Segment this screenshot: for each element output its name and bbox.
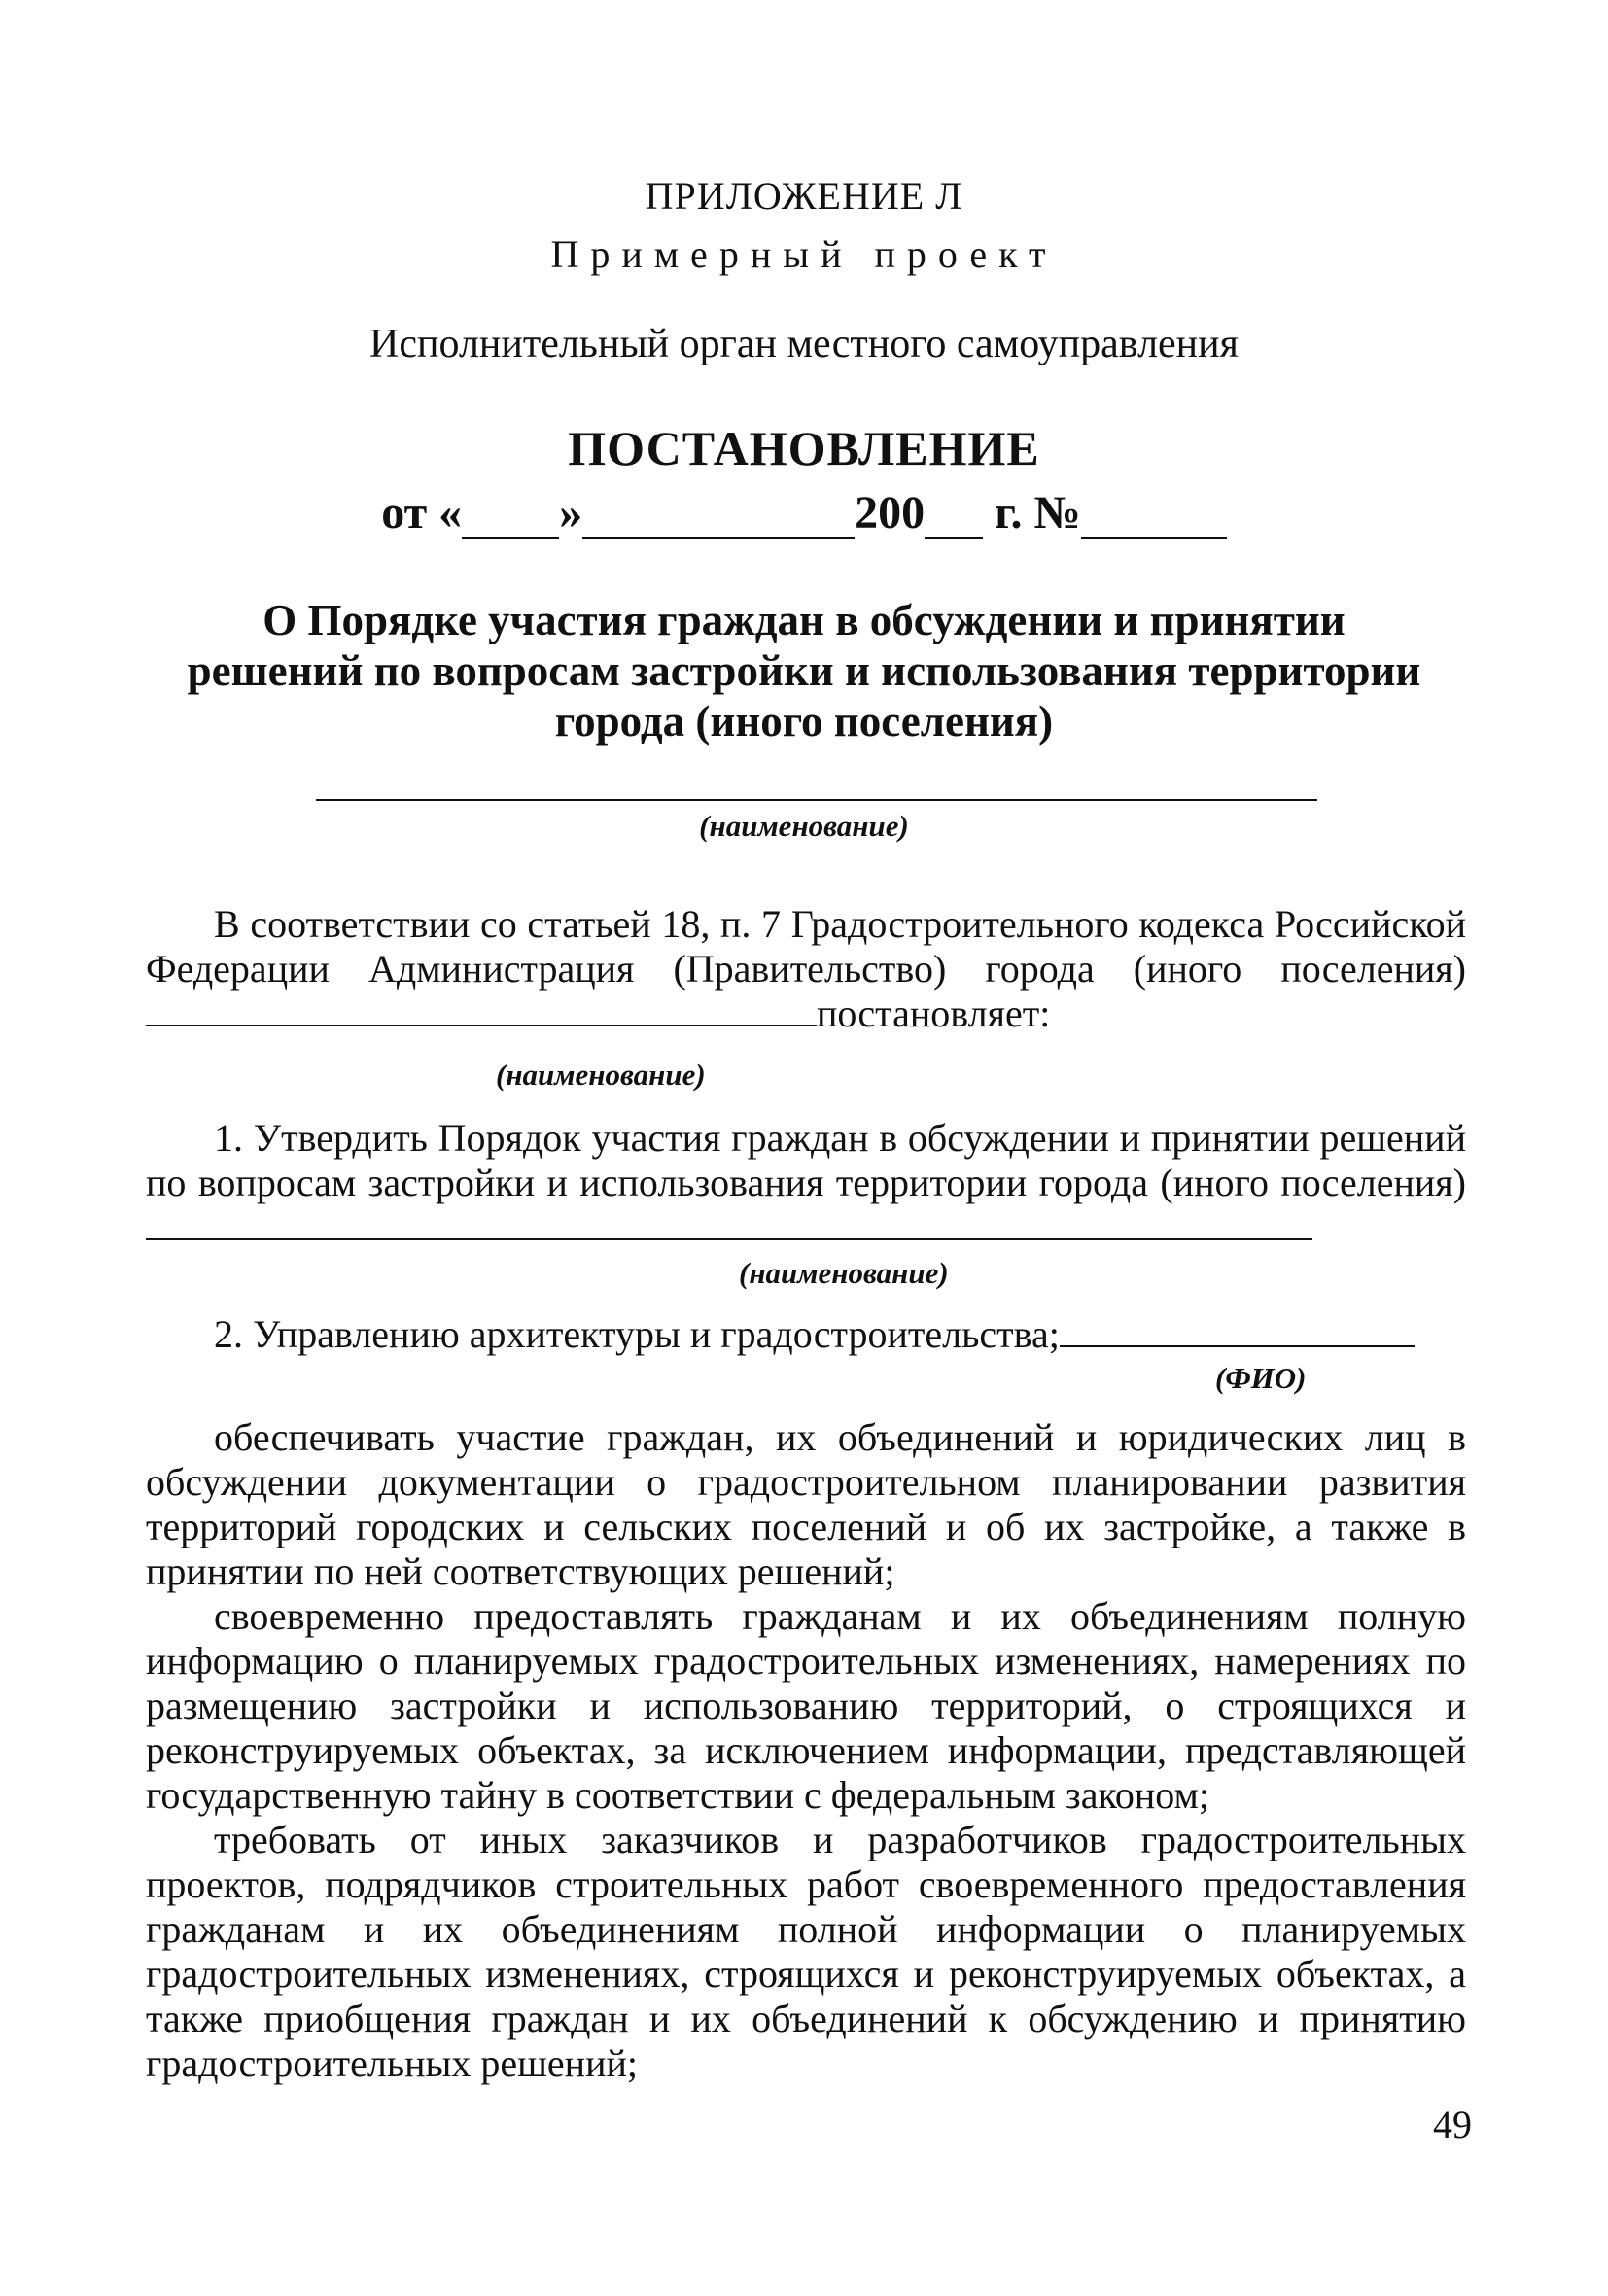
fio-blank — [1060, 1312, 1415, 1347]
date-prefix: от « — [381, 487, 463, 539]
decree-heading: ПОСТАНОВЛЕНИЕ — [568, 421, 1040, 475]
page-number: 49 — [1433, 2103, 1472, 2146]
appendix-label: ПРИЛОЖЕНИЕ Л — [645, 174, 963, 218]
preamble-text: В соответствии со статьей 18, п. 7 Градостроительного кодекса Российской Федерации Администрация (Правительство) города (иного поселения) — [146, 902, 1466, 991]
name-caption-2: (наименование) — [496, 1058, 706, 1092]
title-line-3: города (иного поселения) — [554, 697, 1054, 746]
fio-caption: (ФИО) — [1215, 1361, 1307, 1395]
name-blank-line — [316, 799, 1317, 801]
date-number-line — [0, 486, 1608, 539]
title-line-2: решений по вопросам застройки и использования территории — [187, 646, 1421, 695]
name-caption-3: (наименование) — [739, 1256, 949, 1290]
date-mid: » — [559, 487, 583, 539]
draft-label: Примерный проект — [550, 232, 1058, 276]
item-1-name-blank — [146, 1205, 1312, 1240]
preamble-paragraph — [146, 902, 1466, 1036]
number-blank — [1081, 492, 1227, 539]
authority-name: Исполнительный орган местного самоуправления — [369, 322, 1239, 366]
date-year: 200 — [855, 487, 926, 539]
duties-block — [146, 1415, 1466, 2086]
month-blank — [582, 492, 855, 539]
preamble-end: постановляет: — [817, 991, 1051, 1035]
name-caption-1: (наименование) — [699, 809, 909, 843]
item-2-line — [214, 1312, 1415, 1357]
day-blank — [462, 492, 559, 539]
preamble-name-blank — [146, 991, 817, 1026]
duty-paragraph: обеспечивать участие граждан, их объединений и юридических лиц в обсуждении документации о градостроительном планировании развития территорий городских и сельских поселений и об их застройке, а также в принятии по ней соответствующих решений; — [146, 1415, 1466, 1593]
year-blank — [925, 492, 983, 539]
duty-paragraph: требовать от иных заказчиков и разработчиков градостроительных проектов, подрядчиков строительных работ своевременного предоставления гражданам и их объединениям полной информации о планируемых градостроительных изменениях, строящихся и реконструируемых объектах, а также приобщения граждан и их объединений к обсуждению и принятию градостроительных решений; — [146, 1818, 1466, 2085]
item-1-text: 1. Утвердить Порядок участия граждан в обсуждении и принятии решений по вопросам застройки и использования территории города (иного поселения) — [146, 1116, 1466, 1204]
document-title — [0, 595, 1608, 747]
title-line-1: О Порядке участия граждан в обсуждении и принятии — [262, 596, 1346, 644]
number-label: г. № — [995, 487, 1081, 539]
duty-paragraph: своевременно предоставлять гражданам и их объединениям полную информацию о планируемых градостроительных изменениях, намерениях по размещению застройки и использованию территорий, о строящихся и реконструируемых объектах, за исключением информации, представляющей государственную тайну в соответствии с федеральным законом; — [146, 1594, 1466, 1817]
item-2-text: 2. Управлению архитектуры и градостроительства; — [214, 1312, 1060, 1356]
item-1-paragraph — [146, 1116, 1466, 1250]
